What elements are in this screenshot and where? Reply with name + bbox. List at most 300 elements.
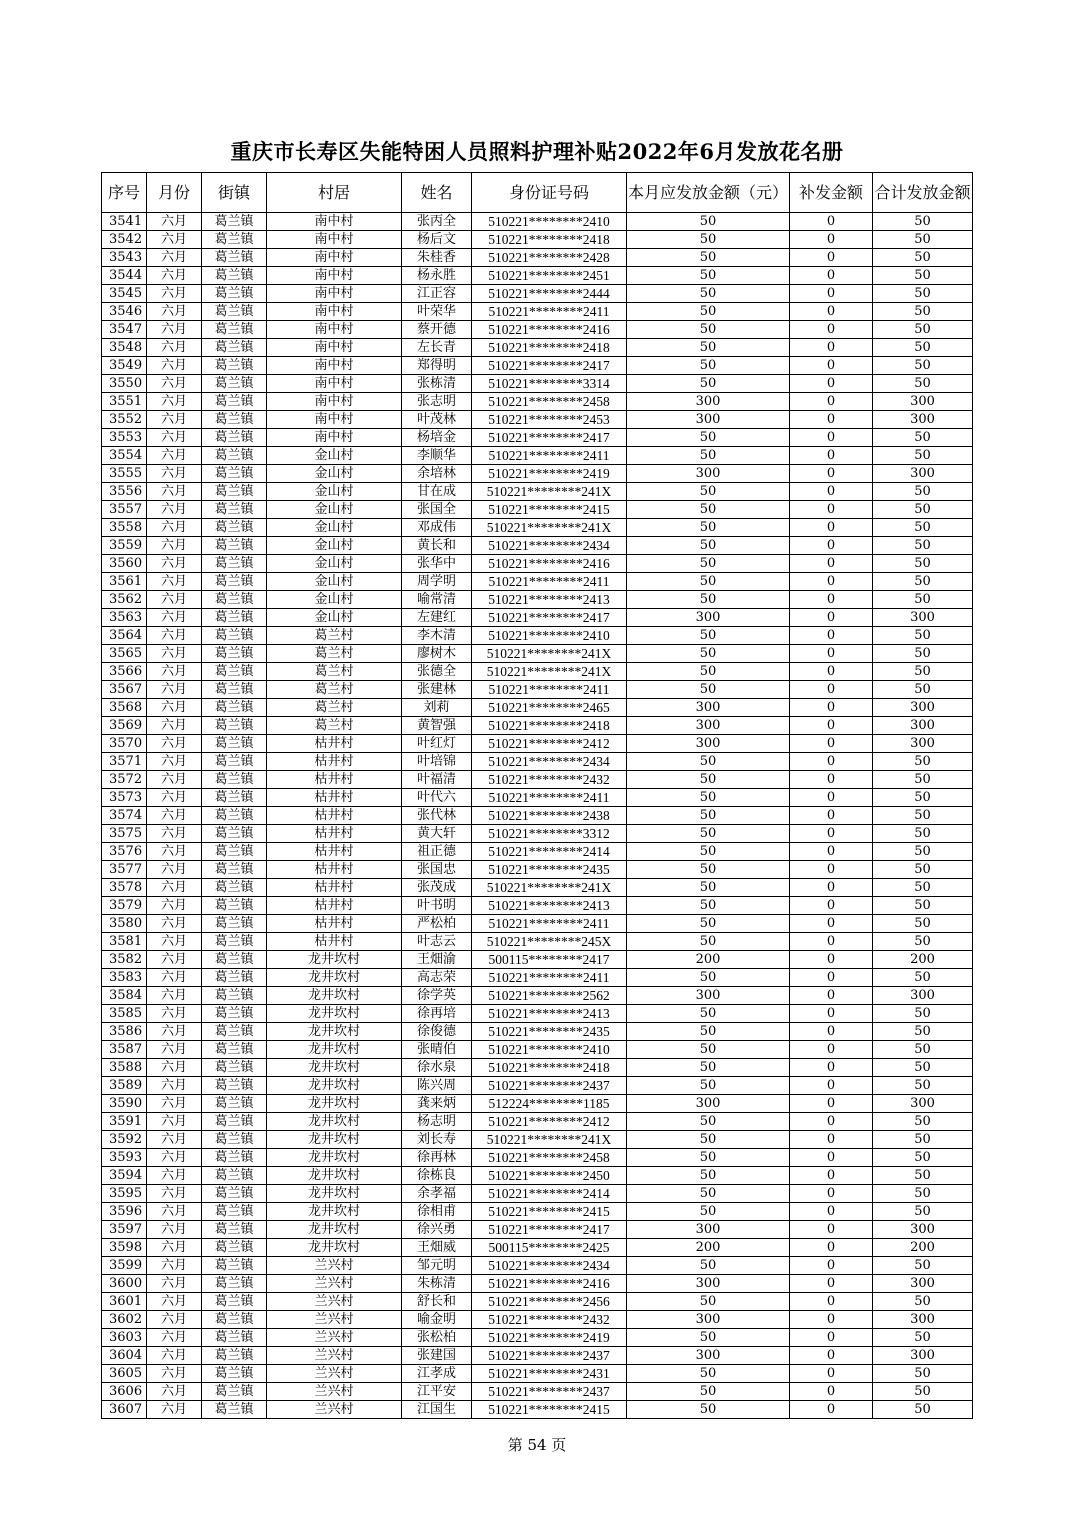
cell-total-amount: 50 [873, 519, 973, 537]
cell-back-pay: 0 [790, 573, 873, 591]
cell-town: 葛兰镇 [202, 1257, 267, 1275]
table-row [102, 1401, 973, 1419]
cell-id-number: 510221********2434 [472, 753, 627, 771]
cell-village: 枯井村 [267, 843, 402, 861]
cell-village: 南中村 [267, 321, 402, 339]
table-row [102, 1077, 973, 1095]
cell-town: 葛兰镇 [202, 447, 267, 465]
cell-id-number: 510221********2410 [472, 1041, 627, 1059]
cell-total-amount: 300 [873, 1221, 973, 1239]
cell-name: 高志荣 [402, 969, 472, 987]
cell-village: 枯井村 [267, 735, 402, 753]
cell-town: 葛兰镇 [202, 1239, 267, 1257]
cell-back-pay: 0 [790, 285, 873, 303]
cell-back-pay: 0 [790, 663, 873, 681]
cell-monthly-amount: 50 [627, 1077, 790, 1095]
cell-name: 朱桂香 [402, 249, 472, 267]
cell-total-amount: 50 [873, 627, 973, 645]
cell-month: 六月 [147, 303, 202, 321]
cell-id-number: 510221********2412 [472, 735, 627, 753]
table-row [102, 645, 973, 663]
cell-town: 葛兰镇 [202, 1401, 267, 1419]
cell-name: 叶福清 [402, 771, 472, 789]
header-month: 月份 [147, 173, 202, 213]
table-row [102, 753, 973, 771]
cell-id-number: 512224********1185 [472, 1095, 627, 1113]
table-row [102, 861, 973, 879]
cell-back-pay: 0 [790, 1023, 873, 1041]
cell-village: 金山村 [267, 519, 402, 537]
cell-monthly-amount: 50 [627, 843, 790, 861]
cell-id-number: 510221********2413 [472, 591, 627, 609]
cell-town: 葛兰镇 [202, 1365, 267, 1383]
cell-name: 叶志云 [402, 933, 472, 951]
cell-month: 六月 [147, 1095, 202, 1113]
cell-village: 南中村 [267, 303, 402, 321]
cell-total-amount: 50 [873, 843, 973, 861]
cell-month: 六月 [147, 285, 202, 303]
cell-back-pay: 0 [790, 1131, 873, 1149]
cell-month: 六月 [147, 1059, 202, 1077]
cell-total-amount: 50 [873, 537, 973, 555]
cell-seq: 3593 [102, 1149, 147, 1167]
table-row [102, 825, 973, 843]
cell-back-pay: 0 [790, 555, 873, 573]
cell-village: 南中村 [267, 357, 402, 375]
cell-month: 六月 [147, 915, 202, 933]
cell-seq: 3544 [102, 267, 147, 285]
table-row [102, 1257, 973, 1275]
cell-monthly-amount: 300 [627, 1095, 790, 1113]
cell-village: 金山村 [267, 609, 402, 627]
cell-total-amount: 300 [873, 393, 973, 411]
cell-village: 葛兰村 [267, 645, 402, 663]
cell-back-pay: 0 [790, 1347, 873, 1365]
cell-month: 六月 [147, 1293, 202, 1311]
cell-village: 兰兴村 [267, 1275, 402, 1293]
cell-id-number: 510221********2417 [472, 429, 627, 447]
cell-back-pay: 0 [790, 1185, 873, 1203]
cell-name: 刘莉 [402, 699, 472, 717]
cell-town: 葛兰镇 [202, 699, 267, 717]
cell-town: 葛兰镇 [202, 915, 267, 933]
cell-month: 六月 [147, 267, 202, 285]
cell-month: 六月 [147, 663, 202, 681]
table-row [102, 555, 973, 573]
cell-seq: 3604 [102, 1347, 147, 1365]
table-row [102, 1005, 973, 1023]
cell-name: 徐学英 [402, 987, 472, 1005]
cell-month: 六月 [147, 933, 202, 951]
cell-name: 徐相甫 [402, 1203, 472, 1221]
cell-id-number: 510221********2411 [472, 681, 627, 699]
cell-total-amount: 50 [873, 1365, 973, 1383]
cell-town: 葛兰镇 [202, 1221, 267, 1239]
cell-total-amount: 300 [873, 1095, 973, 1113]
cell-back-pay: 0 [790, 681, 873, 699]
table-row [102, 699, 973, 717]
cell-village: 南中村 [267, 285, 402, 303]
table-row [102, 591, 973, 609]
cell-town: 葛兰镇 [202, 681, 267, 699]
cell-name: 叶培锦 [402, 753, 472, 771]
cell-name: 朱栋清 [402, 1275, 472, 1293]
cell-back-pay: 0 [790, 915, 873, 933]
cell-total-amount: 50 [873, 1383, 973, 1401]
cell-monthly-amount: 50 [627, 1041, 790, 1059]
table-row [102, 501, 973, 519]
cell-id-number: 510221********2412 [472, 1113, 627, 1131]
cell-name: 张建林 [402, 681, 472, 699]
header-monthly-amount: 本月应发放金额（元） [627, 173, 790, 213]
cell-total-amount: 300 [873, 735, 973, 753]
cell-town: 葛兰镇 [202, 555, 267, 573]
cell-village: 枯井村 [267, 861, 402, 879]
cell-seq: 3592 [102, 1131, 147, 1149]
cell-seq: 3547 [102, 321, 147, 339]
cell-name: 廖树木 [402, 645, 472, 663]
cell-name: 王畑威 [402, 1239, 472, 1257]
cell-seq: 3581 [102, 933, 147, 951]
cell-seq: 3582 [102, 951, 147, 969]
cell-name: 郑得明 [402, 357, 472, 375]
table-row [102, 1149, 973, 1167]
cell-seq: 3577 [102, 861, 147, 879]
table-row [102, 429, 973, 447]
cell-back-pay: 0 [790, 447, 873, 465]
cell-name: 张志明 [402, 393, 472, 411]
cell-town: 葛兰镇 [202, 1131, 267, 1149]
cell-name: 杨后文 [402, 231, 472, 249]
cell-name: 龚来炳 [402, 1095, 472, 1113]
cell-back-pay: 0 [790, 339, 873, 357]
cell-monthly-amount: 50 [627, 429, 790, 447]
cell-total-amount: 50 [873, 1077, 973, 1095]
cell-name: 邹元明 [402, 1257, 472, 1275]
cell-back-pay: 0 [790, 411, 873, 429]
cell-name: 喻常清 [402, 591, 472, 609]
cell-id-number: 510221********2411 [472, 447, 627, 465]
cell-town: 葛兰镇 [202, 969, 267, 987]
cell-seq: 3573 [102, 789, 147, 807]
cell-month: 六月 [147, 1365, 202, 1383]
cell-seq: 3546 [102, 303, 147, 321]
table-row [102, 1041, 973, 1059]
cell-seq: 3591 [102, 1113, 147, 1131]
cell-seq: 3588 [102, 1059, 147, 1077]
cell-month: 六月 [147, 357, 202, 375]
cell-village: 龙井坎村 [267, 1005, 402, 1023]
cell-town: 葛兰镇 [202, 303, 267, 321]
cell-name: 舒长和 [402, 1293, 472, 1311]
cell-village: 枯井村 [267, 879, 402, 897]
cell-town: 葛兰镇 [202, 897, 267, 915]
cell-monthly-amount: 50 [627, 555, 790, 573]
cell-back-pay: 0 [790, 1095, 873, 1113]
cell-total-amount: 50 [873, 933, 973, 951]
cell-seq: 3550 [102, 375, 147, 393]
cell-name: 江国生 [402, 1401, 472, 1419]
cell-name: 余培林 [402, 465, 472, 483]
cell-id-number: 510221********2431 [472, 1365, 627, 1383]
cell-seq: 3554 [102, 447, 147, 465]
cell-total-amount: 50 [873, 825, 973, 843]
cell-seq: 3559 [102, 537, 147, 555]
cell-village: 兰兴村 [267, 1293, 402, 1311]
cell-name: 杨志明 [402, 1113, 472, 1131]
table-row [102, 1221, 973, 1239]
cell-id-number: 510221********2458 [472, 1149, 627, 1167]
cell-total-amount: 50 [873, 771, 973, 789]
cell-back-pay: 0 [790, 591, 873, 609]
cell-seq: 3571 [102, 753, 147, 771]
cell-seq: 3563 [102, 609, 147, 627]
cell-month: 六月 [147, 753, 202, 771]
cell-monthly-amount: 300 [627, 717, 790, 735]
cell-monthly-amount: 50 [627, 447, 790, 465]
page-number: 第 54 页 [507, 1436, 567, 1454]
cell-id-number: 510221********2451 [472, 267, 627, 285]
cell-month: 六月 [147, 1275, 202, 1293]
cell-back-pay: 0 [790, 645, 873, 663]
cell-seq: 3560 [102, 555, 147, 573]
cell-name: 余孝福 [402, 1185, 472, 1203]
cell-month: 六月 [147, 861, 202, 879]
cell-id-number: 500115********2425 [472, 1239, 627, 1257]
cell-village: 葛兰村 [267, 717, 402, 735]
cell-town: 葛兰镇 [202, 285, 267, 303]
cell-town: 葛兰镇 [202, 627, 267, 645]
cell-total-amount: 50 [873, 897, 973, 915]
cell-name: 左建红 [402, 609, 472, 627]
cell-seq: 3596 [102, 1203, 147, 1221]
cell-name: 徐栋良 [402, 1167, 472, 1185]
cell-id-number: 510221********2419 [472, 465, 627, 483]
cell-town: 葛兰镇 [202, 1023, 267, 1041]
table-row [102, 789, 973, 807]
cell-total-amount: 300 [873, 1275, 973, 1293]
table-row [102, 411, 973, 429]
cell-seq: 3570 [102, 735, 147, 753]
cell-total-amount: 50 [873, 501, 973, 519]
cell-seq: 3568 [102, 699, 147, 717]
cell-back-pay: 0 [790, 789, 873, 807]
cell-town: 葛兰镇 [202, 825, 267, 843]
cell-back-pay: 0 [790, 951, 873, 969]
cell-name: 张栋清 [402, 375, 472, 393]
cell-name: 江平安 [402, 1383, 472, 1401]
cell-seq: 3572 [102, 771, 147, 789]
cell-total-amount: 50 [873, 1401, 973, 1419]
cell-total-amount: 300 [873, 717, 973, 735]
cell-back-pay: 0 [790, 303, 873, 321]
table-row [102, 1347, 973, 1365]
cell-seq: 3562 [102, 591, 147, 609]
cell-monthly-amount: 300 [627, 1347, 790, 1365]
cell-monthly-amount: 50 [627, 213, 790, 231]
cell-village: 龙井坎村 [267, 1185, 402, 1203]
cell-id-number: 510221********245X [472, 933, 627, 951]
cell-village: 南中村 [267, 393, 402, 411]
cell-id-number: 510221********2437 [472, 1347, 627, 1365]
cell-village: 龙井坎村 [267, 1059, 402, 1077]
cell-monthly-amount: 300 [627, 1311, 790, 1329]
table-row [102, 285, 973, 303]
table-row [102, 717, 973, 735]
cell-month: 六月 [147, 591, 202, 609]
cell-name: 张建国 [402, 1347, 472, 1365]
cell-monthly-amount: 300 [627, 1275, 790, 1293]
cell-total-amount: 50 [873, 339, 973, 357]
cell-total-amount: 50 [873, 1149, 973, 1167]
cell-village: 葛兰村 [267, 681, 402, 699]
cell-village: 金山村 [267, 501, 402, 519]
cell-seq: 3603 [102, 1329, 147, 1347]
cell-total-amount: 50 [873, 915, 973, 933]
cell-id-number: 510221********2428 [472, 249, 627, 267]
cell-back-pay: 0 [790, 861, 873, 879]
cell-id-number: 510221********2414 [472, 843, 627, 861]
cell-back-pay: 0 [790, 933, 873, 951]
cell-back-pay: 0 [790, 1329, 873, 1347]
cell-village: 南中村 [267, 429, 402, 447]
cell-back-pay: 0 [790, 321, 873, 339]
cell-back-pay: 0 [790, 1365, 873, 1383]
cell-month: 六月 [147, 1239, 202, 1257]
cell-village: 兰兴村 [267, 1311, 402, 1329]
cell-town: 葛兰镇 [202, 843, 267, 861]
cell-total-amount: 50 [873, 879, 973, 897]
cell-monthly-amount: 50 [627, 1113, 790, 1131]
cell-name: 刘长寿 [402, 1131, 472, 1149]
cell-id-number: 510221********2416 [472, 321, 627, 339]
cell-village: 南中村 [267, 213, 402, 231]
cell-month: 六月 [147, 555, 202, 573]
cell-seq: 3590 [102, 1095, 147, 1113]
cell-town: 葛兰镇 [202, 213, 267, 231]
cell-town: 葛兰镇 [202, 357, 267, 375]
cell-name: 李顺华 [402, 447, 472, 465]
cell-back-pay: 0 [790, 501, 873, 519]
table-row [102, 375, 973, 393]
cell-total-amount: 50 [873, 447, 973, 465]
cell-town: 葛兰镇 [202, 807, 267, 825]
cell-month: 六月 [147, 447, 202, 465]
cell-town: 葛兰镇 [202, 951, 267, 969]
cell-name: 张国忠 [402, 861, 472, 879]
cell-id-number: 510221********2418 [472, 339, 627, 357]
cell-id-number: 510221********2415 [472, 1401, 627, 1419]
cell-name: 陈兴周 [402, 1077, 472, 1095]
cell-total-amount: 50 [873, 213, 973, 231]
cell-seq: 3549 [102, 357, 147, 375]
cell-monthly-amount: 50 [627, 573, 790, 591]
cell-name: 徐兴勇 [402, 1221, 472, 1239]
cell-back-pay: 0 [790, 699, 873, 717]
cell-id-number: 510221********2416 [472, 1275, 627, 1293]
cell-month: 六月 [147, 681, 202, 699]
cell-village: 兰兴村 [267, 1401, 402, 1419]
cell-back-pay: 0 [790, 375, 873, 393]
cell-month: 六月 [147, 249, 202, 267]
table-row [102, 483, 973, 501]
cell-monthly-amount: 50 [627, 645, 790, 663]
table-row [102, 1203, 973, 1221]
cell-total-amount: 50 [873, 969, 973, 987]
cell-name: 喻金明 [402, 1311, 472, 1329]
cell-seq: 3574 [102, 807, 147, 825]
cell-town: 葛兰镇 [202, 861, 267, 879]
cell-id-number: 510221********2410 [472, 213, 627, 231]
cell-town: 葛兰镇 [202, 591, 267, 609]
cell-month: 六月 [147, 573, 202, 591]
cell-monthly-amount: 50 [627, 807, 790, 825]
cell-monthly-amount: 50 [627, 753, 790, 771]
cell-town: 葛兰镇 [202, 1329, 267, 1347]
cell-town: 葛兰镇 [202, 429, 267, 447]
cell-id-number: 510221********2450 [472, 1167, 627, 1185]
cell-month: 六月 [147, 1257, 202, 1275]
cell-seq: 3599 [102, 1257, 147, 1275]
cell-seq: 3589 [102, 1077, 147, 1095]
cell-month: 六月 [147, 429, 202, 447]
cell-monthly-amount: 50 [627, 1383, 790, 1401]
cell-seq: 3565 [102, 645, 147, 663]
cell-id-number: 510221********2562 [472, 987, 627, 1005]
cell-town: 葛兰镇 [202, 1077, 267, 1095]
cell-monthly-amount: 50 [627, 231, 790, 249]
cell-town: 葛兰镇 [202, 267, 267, 285]
cell-back-pay: 0 [790, 1203, 873, 1221]
cell-monthly-amount: 300 [627, 1221, 790, 1239]
cell-town: 葛兰镇 [202, 1311, 267, 1329]
cell-monthly-amount: 300 [627, 987, 790, 1005]
cell-id-number: 510221********241X [472, 645, 627, 663]
cell-town: 葛兰镇 [202, 645, 267, 663]
table-row [102, 1095, 973, 1113]
cell-total-amount: 200 [873, 951, 973, 969]
cell-id-number: 510221********241X [472, 519, 627, 537]
cell-seq: 3543 [102, 249, 147, 267]
cell-seq: 3576 [102, 843, 147, 861]
cell-back-pay: 0 [790, 807, 873, 825]
table-row [102, 843, 973, 861]
cell-monthly-amount: 50 [627, 1005, 790, 1023]
cell-monthly-amount: 50 [627, 501, 790, 519]
cell-total-amount: 50 [873, 267, 973, 285]
cell-seq: 3551 [102, 393, 147, 411]
cell-back-pay: 0 [790, 1311, 873, 1329]
cell-total-amount: 200 [873, 1239, 973, 1257]
cell-total-amount: 50 [873, 1185, 973, 1203]
cell-month: 六月 [147, 1185, 202, 1203]
cell-seq: 3578 [102, 879, 147, 897]
cell-town: 葛兰镇 [202, 933, 267, 951]
table-row [102, 213, 973, 231]
cell-month: 六月 [147, 1149, 202, 1167]
cell-village: 枯井村 [267, 897, 402, 915]
header-id-number: 身份证号码 [472, 173, 627, 213]
table-row [102, 987, 973, 1005]
cell-id-number: 510221********2438 [472, 807, 627, 825]
table-row [102, 537, 973, 555]
cell-back-pay: 0 [790, 393, 873, 411]
table-row [102, 267, 973, 285]
cell-town: 葛兰镇 [202, 753, 267, 771]
cell-name: 祖正德 [402, 843, 472, 861]
cell-id-number: 510221********241X [472, 663, 627, 681]
header-back-pay: 补发金额 [790, 173, 873, 213]
